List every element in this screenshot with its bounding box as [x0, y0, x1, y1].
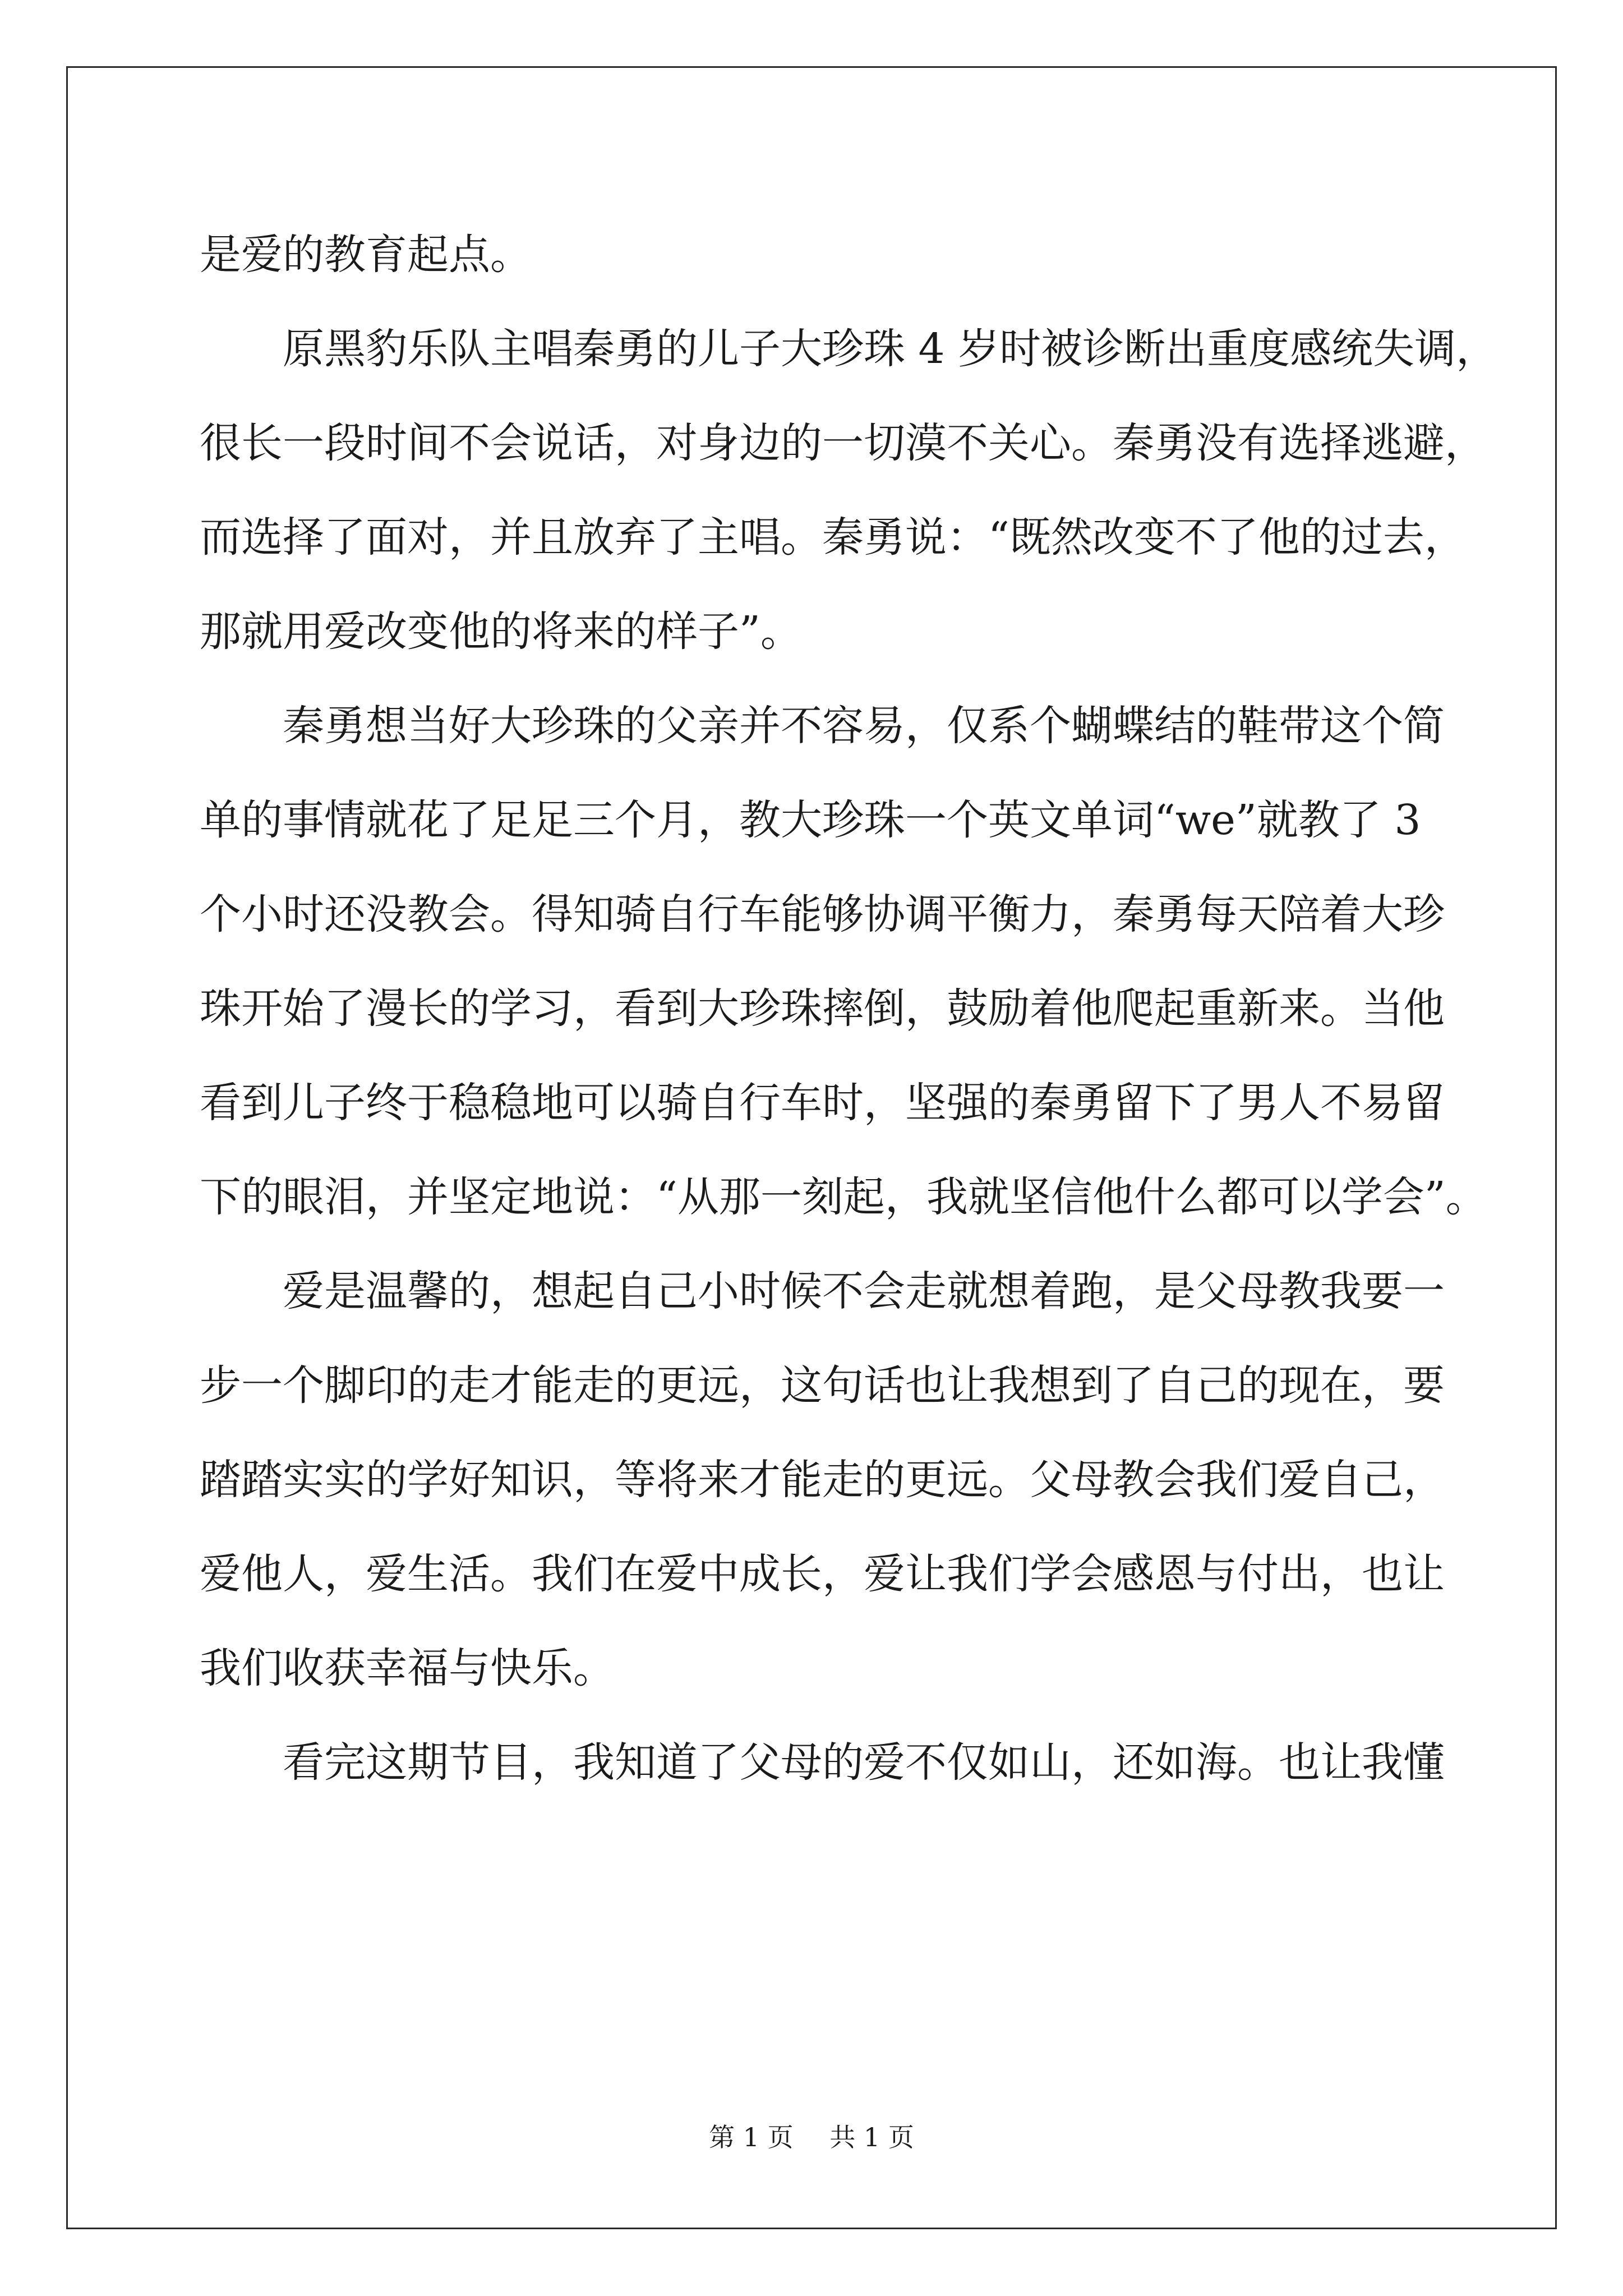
page-total: 共 1 页: [829, 2122, 914, 2152]
document-body: [200, 208, 1498, 1810]
text-line: 珠开始了漫长的学习，看到大珍珠摔倒，鼓励着他爬起重新来。当他: [200, 984, 1445, 1033]
text-line: 个小时还没教会。得知骑自行车能够协调平衡力，秦勇每天陪着大珍: [200, 890, 1445, 938]
text-line: 很长一段时间不会说话，对身边的一切漠不关心。秦勇没有选择逃避，: [200, 419, 1486, 467]
text-line: 而选择了面对，并且放弃了主唱。秦勇说：“既然改变不了他的过去，: [200, 513, 1466, 562]
text-line: 我们收获幸福与快乐。: [200, 1644, 615, 1692]
text-line: 是爱的教育起点。: [200, 231, 532, 279]
text-line: 爱他人，爱生活。我们在爱中成长，爱让我们学会感恩与付出，也让: [200, 1550, 1445, 1598]
text-line: 秦勇想当好大珍珠的父亲并不容易，仅系个蝴蝶结的鞋带这个简: [283, 702, 1445, 750]
text-line: 看完这期节目，我知道了父母的爱不仅如山，还如海。也让我懂: [283, 1738, 1445, 1787]
text-line: 原黑豹乐队主唱秦勇的儿子大珍珠 4 岁时被诊断出重度感统失调，: [283, 325, 1498, 373]
page-footer: [0, 2120, 1623, 2154]
text-line: 爱是温馨的，想起自己小时候不会走就想着跑，是父母教我要一: [283, 1267, 1445, 1315]
text-line: 步一个脚印的走才能走的更远，这句话也让我想到了自己的现在，要: [200, 1361, 1445, 1410]
text-line: 踏踏实实的学好知识，等将来才能走的更远。父母教会我们爱自己，: [200, 1456, 1445, 1504]
text-line: 下的眼泪，并坚定地说：“从那一刻起，我就坚信他什么都可以学会”。: [200, 1173, 1487, 1221]
page-number: 第 1 页: [709, 2122, 794, 2152]
text-line: 单的事情就花了足足三个月，教大珍珠一个英文单词“we”就教了 3: [200, 796, 1421, 844]
text-line: 看到儿子终于稳稳地可以骑自行车时，坚强的秦勇留下了男人不易留: [200, 1079, 1445, 1127]
text-line: 那就用爱改变他的将来的样子”。: [200, 608, 802, 656]
